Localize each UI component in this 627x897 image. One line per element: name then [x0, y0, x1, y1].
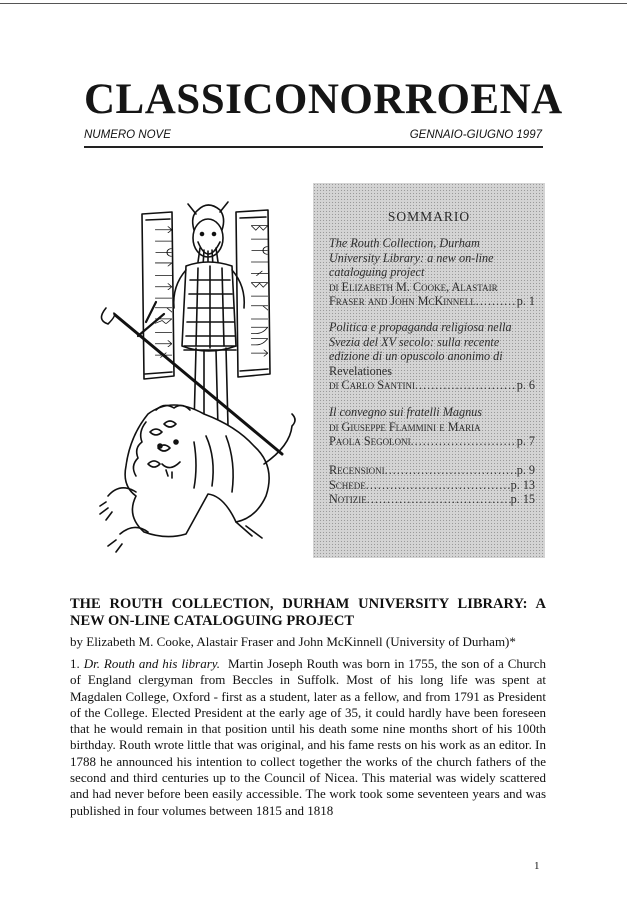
article-byline: by Elizabeth M. Cooke, Alastair Fraser and John McKinnell (University of Durham)*	[70, 634, 516, 649]
rune-inscription-right: ᛒᛁᛘᛁᚾᛒᛁᚴᛁᚢᚢᛏ	[248, 222, 270, 359]
toc-title: SOMMARIO	[387, 209, 471, 224]
toc-dot-leader	[385, 463, 517, 478]
article-paragraph: Martin Joseph Routh was born in 1755, the son of a Church of England clergyman from Beccles in Suffolk. Most of his long life was spent at Magdalen College, Oxford - first as a student, later as a fellow, and from 1791 as President of the College. Elected President at the early age of 35, it could hardly have been foreseen that he would remain in that position until his death some nine months short of his 100th birthday. Routh wrote little that was original, and his fame rests on his work as an editor. In 1788 he announced his intention to collect together the works of the church fathers of the second and third centuries up to the Council of Nicea. This material was widely scattered and had never before been easily accessible. The work took some seventeen years and was published in four volumes between 1815 and 1818	[70, 656, 547, 818]
section-number: 1.	[70, 656, 80, 671]
toc-entry-label: Recensioni	[329, 463, 385, 477]
toc-entry-title-line: University Library: a new on-line	[329, 250, 494, 265]
toc-entry[interactable]	[329, 320, 535, 393]
toc-entry[interactable]	[329, 463, 535, 507]
toc-entry[interactable]	[329, 405, 535, 449]
toc-entry[interactable]	[329, 236, 535, 309]
toc-entry-author: di Elizabeth M. Cooke, Alastair	[329, 279, 498, 294]
section-heading: Dr. Routh and his library.	[83, 656, 221, 671]
toc-entry-title-line: Il convegno sui fratelli Magnus	[329, 405, 482, 419]
toc-entry-label: Notizie	[329, 492, 367, 506]
toc-dot-leader	[367, 492, 511, 507]
toc-entry-label: Schede	[329, 477, 366, 492]
toc-entry-title-line: edizione di un opuscolo anonimo di	[329, 349, 503, 363]
toc-entry-page: p. 7	[516, 434, 535, 448]
article-title: THE ROUTH COLLECTION, DURHAM UNIVERSITY LIBRARY: A NEW ON-LINE CATALOGUING PROJECT	[70, 596, 546, 629]
rune-inscription-left: ᛏᛁᛘᛚᛁᛏᛁᚴᚱᛁᛏᚼ	[152, 224, 174, 361]
article-body	[70, 656, 546, 819]
toc-entry-author: Fraser and John McKinnell	[329, 294, 476, 308]
page-number: 1	[534, 860, 540, 872]
woodcut-illustration	[86, 196, 308, 558]
journal-title: CLASSICONORROENA	[84, 76, 563, 123]
issue-date: GENNAIO-GIUGNO 1997	[409, 129, 542, 141]
toc-entry-title-line: Svezia del XV secolo: sulla recente	[329, 334, 500, 349]
toc-entry-title-line: cataloguing project	[329, 265, 425, 279]
table-of-contents	[313, 183, 545, 558]
toc-dot-leader	[415, 378, 517, 393]
toc-dot-leader	[411, 434, 517, 449]
toc-entry-page: p. 13	[510, 477, 535, 492]
toc-entry-page: p. 15	[510, 492, 535, 506]
toc-entry-author: Paola Segoloni	[329, 434, 411, 448]
toc-entry-author: di Carlo Santini	[329, 378, 415, 392]
toc-entry-title-line: The Routh Collection, Durham	[329, 236, 480, 250]
masthead-rule	[84, 146, 543, 148]
toc-entry-page: p. 1	[516, 294, 535, 308]
toc-entry-page: p. 9	[516, 463, 535, 477]
toc-entry-page: p. 6	[516, 378, 535, 392]
top-border-line	[0, 3, 627, 4]
toc-entry-title-line: Revelationes	[329, 363, 392, 378]
issue-number: NUMERO NOVE	[84, 129, 171, 141]
toc-dot-leader	[476, 294, 517, 309]
toc-entry-title-line: Politica e propaganda religiosa nella	[329, 320, 512, 334]
toc-entry-author: di Giuseppe Flammini e Maria	[329, 419, 481, 434]
woodcut-icon	[86, 196, 308, 558]
toc-dot-leader	[366, 478, 511, 493]
